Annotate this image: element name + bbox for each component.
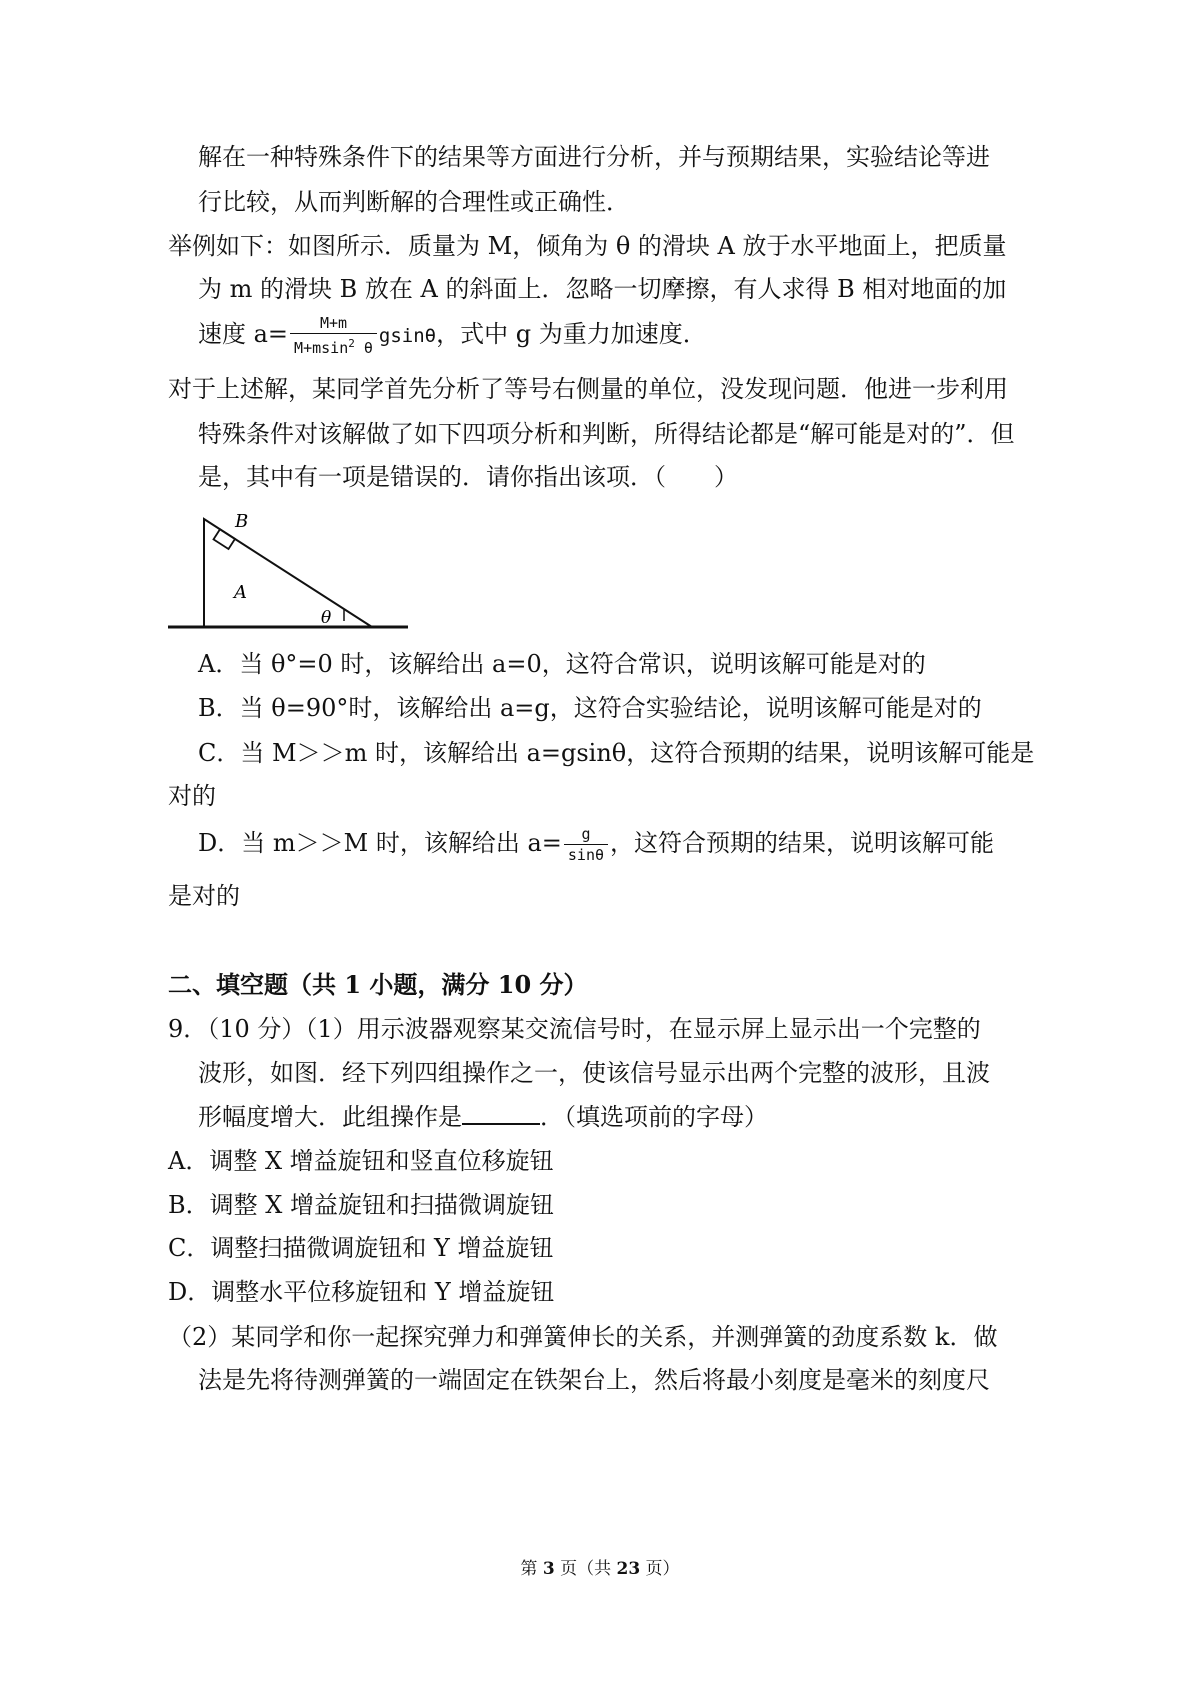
label-b: B <box>235 511 249 532</box>
intro-line-2: 行比较，从而判断解的合理性或正确性． <box>198 188 630 216</box>
accel-note: ，式中 g 为重力加速度． <box>436 320 707 348</box>
q9-part2-line-1: （2）某同学和你一起探究弹力和弹簧伸长的关系，并测弹簧的劲度系数 k．做 <box>168 1323 998 1351</box>
incline-figure <box>160 505 420 635</box>
denominator-theta: θ <box>354 339 373 357</box>
footer-prefix: 第 <box>520 1559 543 1579</box>
q9-line-1: 9．（10 分）（1）用示波器观察某交流信号时，在显示屏上显示出一个完整的 <box>168 1015 981 1043</box>
footer-total-pages: 23 <box>616 1559 641 1579</box>
section-heading: 二、填空题（共 1 小题，满分 10 分） <box>168 970 588 999</box>
intro-line-3: 举例如下：如图所示．质量为 M，倾角为 θ 的滑块 A 放于水平地面上，把质量 <box>168 232 1007 260</box>
option-d-denominator: sinθ <box>567 846 605 864</box>
option-a: A．当 θ°=0 时，该解给出 a=0，这符合常识，说明该解可能是对的 <box>198 650 926 678</box>
intro-line-4: 为 m 的滑块 B 放在 A 的斜面上．忽略一切摩擦，有人求得 B 相对地面的加 <box>198 275 1007 303</box>
label-theta: θ <box>321 608 332 628</box>
q9-line-3-prefix: 形幅度增大．此组操作是 <box>198 1103 462 1131</box>
option-d-numerator: g <box>564 825 608 845</box>
option-c-line-1: C．当 M＞＞m 时，该解给出 a=gsinθ，这符合预期的结果，说明该解可能是 <box>198 739 1035 767</box>
option-c-line-2: 对的 <box>168 782 216 810</box>
block-b <box>214 529 236 549</box>
q9-option-c: C．调整扫描微调旋钮和 Y 增益旋钮 <box>168 1234 554 1262</box>
denominator-exponent: 2 <box>348 337 355 350</box>
option-b: B．当 θ=90°时，该解给出 a=g，这符合实验结论，说明该解可能是对的 <box>198 694 982 722</box>
footer-page-number: 3 <box>542 1559 555 1579</box>
intro-line-6: 对于上述解，某同学首先分析了等号右侧量的单位，没发现问题．他进一步利用 <box>168 375 1008 403</box>
accel-fraction <box>290 314 377 357</box>
option-d-prefix: D．当 m＞＞M 时，该解给出 a= <box>198 829 562 857</box>
denominator-base: M+msin <box>294 339 349 357</box>
q9-part2-line-2: 法是先将待测弹簧的一端固定在铁架台上，然后将最小刻度是毫米的刻度尺 <box>198 1366 990 1394</box>
answer-blank[interactable] <box>462 1101 540 1125</box>
fraction-numerator: M+m <box>290 314 377 334</box>
intro-line-5 <box>0 314 1200 357</box>
q9-line-3-suffix: ．（填选项前的字母） <box>540 1103 768 1131</box>
intro-line-1: 解在一种特殊条件下的结果等方面进行分析，并与预期结果，实验结论等进 <box>198 143 990 171</box>
page-footer <box>0 1558 1200 1580</box>
option-d-line-1 <box>0 823 1200 864</box>
q9-line-2: 波形，如图．经下列四组操作之一，使该信号显示出两个完整的波形，且波 <box>198 1059 990 1087</box>
intro-line-7: 特殊条件对该解做了如下四项分析和判断，所得结论都是“解可能是对的”．但 <box>198 420 1015 448</box>
label-a: A <box>234 582 247 603</box>
gsin-term: gsinθ <box>378 325 437 347</box>
q9-line-3 <box>0 1101 1200 1133</box>
footer-suffix: 页） <box>640 1559 680 1579</box>
option-d-line-2: 是对的 <box>168 882 240 910</box>
accel-label: 速度 a= <box>198 320 289 348</box>
q9-option-b: B．调整 X 增益旋钮和扫描微调旋钮 <box>168 1191 554 1219</box>
q9-option-a: A．调整 X 增益旋钮和竖直位移旋钮 <box>168 1147 554 1175</box>
option-d-suffix: ，这符合预期的结果，说明该解可能 <box>610 829 995 857</box>
intro-line-8: 是，其中有一项是错误的．请你指出该项．（ ） <box>198 463 738 491</box>
footer-middle: 页（共 <box>554 1559 617 1579</box>
fraction-denominator <box>290 334 377 357</box>
option-d-fraction <box>564 825 608 864</box>
q9-option-d: D．调整水平位移旋钮和 Y 增益旋钮 <box>168 1278 555 1306</box>
